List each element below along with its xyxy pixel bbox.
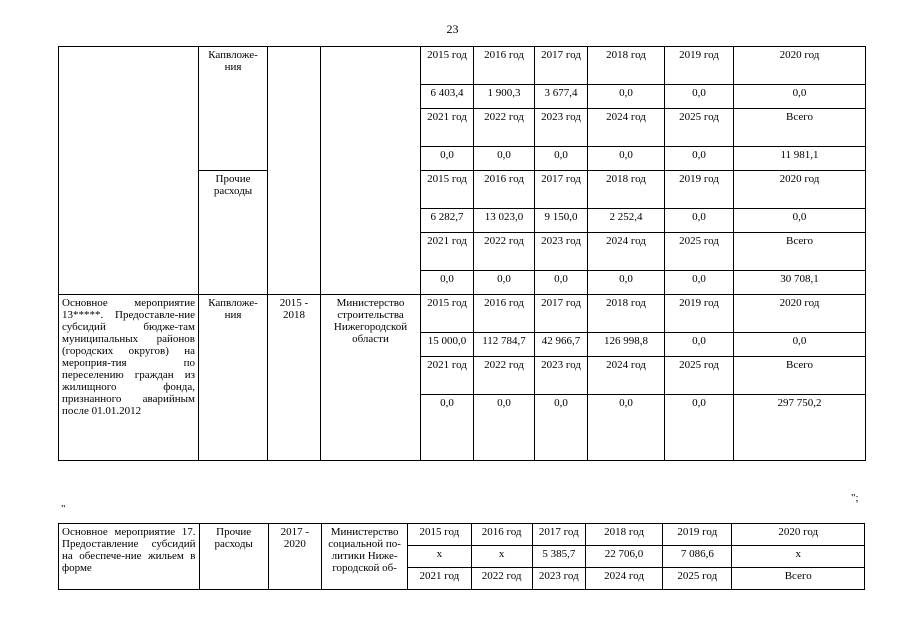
year-cell: Всего bbox=[732, 568, 865, 590]
period-cell: 2017 - 2020 bbox=[268, 524, 321, 590]
year-cell: 2023 год bbox=[535, 357, 588, 395]
value-cell: 11 981,1 bbox=[734, 147, 866, 171]
value-cell: 0,0 bbox=[421, 395, 474, 461]
value-cell: 0,0 bbox=[588, 147, 665, 171]
year-cell: 2022 год bbox=[474, 357, 535, 395]
year-cell: 2017 год bbox=[532, 524, 585, 546]
value-cell: 3 677,4 bbox=[535, 85, 588, 109]
value-cell: х bbox=[408, 546, 471, 568]
value-cell: 6 282,7 bbox=[421, 209, 474, 233]
year-cell: 2021 год bbox=[421, 357, 474, 395]
year-cell: 2016 год bbox=[474, 47, 535, 85]
value-cell: 6 403,4 bbox=[421, 85, 474, 109]
value-cell: 0,0 bbox=[535, 271, 588, 295]
year-cell: 2015 год bbox=[421, 295, 474, 333]
value-cell: 0,0 bbox=[588, 85, 665, 109]
year-cell: 2017 год bbox=[535, 171, 588, 209]
year-cell: 2015 год bbox=[421, 47, 474, 85]
year-cell: 2018 год bbox=[585, 524, 662, 546]
year-cell: 2015 год bbox=[408, 524, 471, 546]
empty-cell bbox=[59, 47, 199, 295]
value-cell: 0,0 bbox=[474, 147, 535, 171]
year-cell: 2019 год bbox=[665, 47, 734, 85]
table-row bbox=[59, 524, 865, 546]
year-cell: 2021 год bbox=[408, 568, 471, 590]
value-cell: 13 023,0 bbox=[474, 209, 535, 233]
opening-quote: " bbox=[61, 503, 66, 515]
year-cell: 2024 год bbox=[588, 109, 665, 147]
value-cell: 0,0 bbox=[474, 271, 535, 295]
empty-cell bbox=[268, 47, 321, 295]
year-cell: 2016 год bbox=[471, 524, 532, 546]
year-cell: 2017 год bbox=[535, 295, 588, 333]
year-cell: 2020 год bbox=[734, 47, 866, 85]
year-cell: 2021 год bbox=[421, 233, 474, 271]
value-cell: 5 385,7 bbox=[532, 546, 585, 568]
value-cell: 42 966,7 bbox=[535, 333, 588, 357]
year-cell: 2023 год bbox=[535, 233, 588, 271]
year-cell: 2024 год bbox=[588, 233, 665, 271]
year-cell: 2022 год bbox=[471, 568, 532, 590]
value-cell: 0,0 bbox=[474, 395, 535, 461]
value-cell: 0,0 bbox=[665, 395, 734, 461]
table-row bbox=[59, 295, 866, 333]
empty-cell bbox=[321, 47, 421, 295]
year-cell: 2015 год bbox=[421, 171, 474, 209]
year-cell: 2020 год bbox=[734, 171, 866, 209]
year-cell: 2023 год bbox=[535, 109, 588, 147]
period-cell: 2015 - 2018 bbox=[268, 295, 321, 461]
value-cell: 297 750,2 bbox=[734, 395, 866, 461]
year-cell: 2019 год bbox=[665, 171, 734, 209]
measure-description: Основное мероприятие 17. Предоставление субсидий на обеспече-ние жильем в форме bbox=[59, 524, 200, 590]
year-cell: 2018 год bbox=[588, 47, 665, 85]
value-cell: 2 252,4 bbox=[588, 209, 665, 233]
year-cell: Всего bbox=[734, 233, 866, 271]
expense-type-cell: Прочие расходы bbox=[199, 524, 268, 590]
year-cell: 2025 год bbox=[665, 357, 734, 395]
page-number: 23 bbox=[446, 22, 459, 36]
year-cell: 2024 год bbox=[585, 568, 662, 590]
value-cell: 0,0 bbox=[665, 85, 734, 109]
value-cell: х bbox=[732, 546, 865, 568]
year-cell: 2017 год bbox=[535, 47, 588, 85]
year-cell: 2019 год bbox=[665, 295, 734, 333]
expense-type-cell: Прочие расходы bbox=[199, 171, 268, 295]
year-cell: 2025 год bbox=[663, 568, 732, 590]
year-cell: 2025 год bbox=[665, 233, 734, 271]
value-cell: 0,0 bbox=[421, 271, 474, 295]
subsidy-table-1 bbox=[58, 46, 866, 461]
year-cell: 2016 год bbox=[474, 295, 535, 333]
value-cell: х bbox=[471, 546, 532, 568]
value-cell: 0,0 bbox=[665, 147, 734, 171]
value-cell: 0,0 bbox=[734, 333, 866, 357]
value-cell: 1 900,3 bbox=[474, 85, 535, 109]
executor-cell: Министерство строительства Нижегородской области bbox=[321, 295, 421, 461]
year-cell: 2025 год bbox=[665, 109, 734, 147]
year-cell: 2022 год bbox=[474, 109, 535, 147]
year-cell: 2018 год bbox=[588, 171, 665, 209]
year-cell: Всего bbox=[734, 357, 866, 395]
year-cell: 2019 год bbox=[663, 524, 732, 546]
expense-type-cell: Капвложе-ния bbox=[199, 295, 268, 461]
value-cell: 7 086,6 bbox=[663, 546, 732, 568]
value-cell: 0,0 bbox=[421, 147, 474, 171]
year-cell: Всего bbox=[734, 109, 866, 147]
value-cell: 112 784,7 bbox=[474, 333, 535, 357]
table-row bbox=[59, 47, 866, 85]
executor-cell: Министерство социальной по-литики Ниже-городской об- bbox=[321, 524, 407, 590]
value-cell: 22 706,0 bbox=[585, 546, 662, 568]
value-cell: 0,0 bbox=[588, 395, 665, 461]
value-cell: 0,0 bbox=[535, 147, 588, 171]
value-cell: 9 150,0 bbox=[535, 209, 588, 233]
closing-quote: "; bbox=[851, 492, 859, 504]
value-cell: 126 998,8 bbox=[588, 333, 665, 357]
value-cell: 0,0 bbox=[665, 271, 734, 295]
year-cell: 2024 год bbox=[588, 357, 665, 395]
year-cell: 2018 год bbox=[588, 295, 665, 333]
year-cell: 2020 год bbox=[734, 295, 866, 333]
value-cell: 30 708,1 bbox=[734, 271, 866, 295]
year-cell: 2021 год bbox=[421, 109, 474, 147]
year-cell: 2016 год bbox=[474, 171, 535, 209]
value-cell: 0,0 bbox=[665, 333, 734, 357]
subsidy-table-2 bbox=[58, 523, 865, 590]
value-cell: 0,0 bbox=[588, 271, 665, 295]
year-cell: 2020 год bbox=[732, 524, 865, 546]
value-cell: 0,0 bbox=[734, 209, 866, 233]
measure-description: Основное мероприятие 13*****. Предоставле-ние субсидий бюдже-там муниципальных районов (городских округов) на мероприя-тия по переселению граждан из жилищного фонда, признанного аварийным после 01.01.2012 bbox=[59, 295, 199, 461]
value-cell: 0,0 bbox=[665, 209, 734, 233]
year-cell: 2022 год bbox=[474, 233, 535, 271]
value-cell: 0,0 bbox=[734, 85, 866, 109]
year-cell: 2023 год bbox=[532, 568, 585, 590]
value-cell: 0,0 bbox=[535, 395, 588, 461]
expense-type-cell: Капвложе-ния bbox=[199, 47, 268, 171]
value-cell: 15 000,0 bbox=[421, 333, 474, 357]
